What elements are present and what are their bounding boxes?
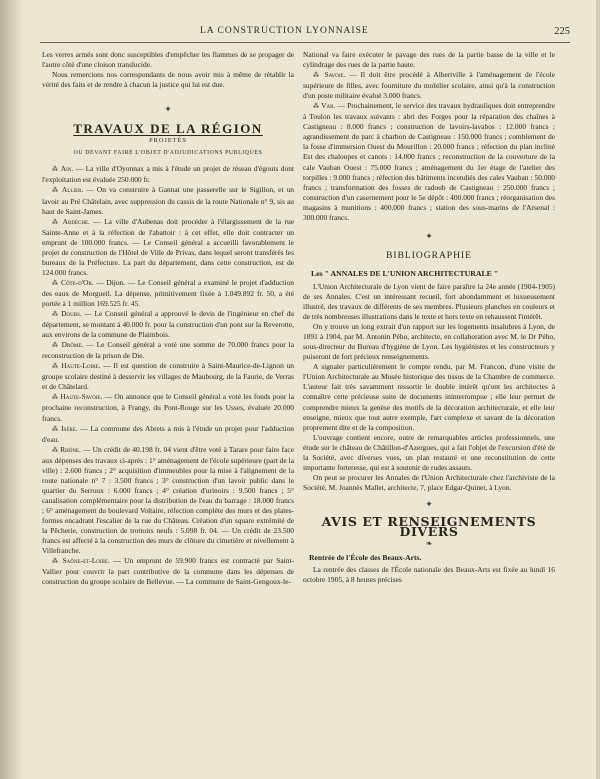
left-column bbox=[42, 50, 294, 772]
left-entries bbox=[42, 164, 294, 587]
entry bbox=[42, 361, 294, 392]
bibliography-heading: Les " ANNALES DE L'UNION ARCHITECTURALE " bbox=[311, 268, 499, 278]
page-header bbox=[40, 26, 570, 42]
bibliography-paragraph: On peut se procurer les Annales de l'Union Architecturale chez l'archiviste de la Société, M. Joannès Mallet, architecte, 7, place Edgar-Quinet, à Lyon. bbox=[303, 472, 555, 492]
entry-text: — Dijon. — Le Conseil général a examiné le projet d'adduction des eaux de Morgueil. La dépense, primitivement fixée à 1.049.892 fr. 50, a été portée à 1 million 169.525 fr. 45. bbox=[42, 277, 294, 308]
asterism-icon: ⁂ bbox=[52, 364, 62, 371]
running-title: LA CONSTRUCTION LYONNAISE bbox=[200, 26, 369, 36]
asterism-icon: ⁂ bbox=[52, 559, 63, 566]
entry-text: — Il doit être procédé à Albertville à l'aménagement de l'école supérieure de filles, avec fourniture du mobilier scolaire, ainsi qu'à la construction d'un poste militaire évalué 3.000 francs. bbox=[303, 70, 555, 101]
asterism-icon: ⁂ bbox=[52, 280, 61, 287]
entry-dept: Isère. bbox=[61, 423, 78, 433]
section-title: TRAVAUX DE LA RÉGION bbox=[73, 121, 263, 137]
entry bbox=[42, 445, 294, 557]
bibliography-paragraph: L'ouvrage contient encore, outre de remarquables articles professionnels, une étude sur le château de Châtillon-d'Azergues, qui a fait l'objet de l'excursion d'été de la Société, avec diverses vues, un plan restauré et une reconstitution de cette importante forteresse, qui est à soutenir de rudes assauts. bbox=[303, 432, 555, 472]
header-rule bbox=[40, 42, 570, 43]
bibliography-paragraph: L'Union Architecturale de Lyon vient de faire paraître la 24e année (1904-1905) de ses Annales. C'est un intéressant recueil, fort abondamment et luxueusement illustré, des travaux de différents de ses membres. Plusieurs planches en couleurs et de très nombreuses illustrations dans le texte et hors texte en rehaussent l'intérêt. bbox=[303, 281, 555, 322]
entry bbox=[42, 340, 294, 361]
ornament-divider: ✦ bbox=[164, 104, 172, 115]
entry-text: — Un emprunt de 59.900 francs est contracté par Saint-Vallier pour couvrir la part contributive de la commune dans les dépenses de construction du groupe scolaire de Bellevue. — La commune de Saint-Gengoux-le- bbox=[42, 556, 294, 587]
entry-dept: Haute-Loire. bbox=[61, 361, 101, 371]
entry-dept: Var. bbox=[321, 101, 336, 111]
entry-text: — Le Conseil général a approuvé le devis de l'ingénieur en chef du département, se montant à 40.000 fr. pour la construction d'un pont sur la Reverotte, aux environs de la commune de Plaimbois. bbox=[42, 309, 294, 340]
entry-text: — Un crédit de 40.198 fr. 04 vient d'être voté à Tarare pour faire face aux dépenses des travaux ci-après : 1° aménagement de l'école supérieure (part de la ville) : 2.600 francs ; 2° acquisition d'immeubles pour la mise à l'alignement de la route nationale n° 7 : 3.500 francs ; 3° construction d'un lavoir public dans le quartier du Serroux : 6.000 francs ; 4° création d'urinoirs : 9.500 francs ; 5° canalisation complémentaire pour la distribution de l'eau du barrage : 18.000 francs ; 6° aménagement du boulevard Voltaire, réfection complète des murs et des plates-formes encadrant l'escalier de la rue du Château. Création d'un square extrémité de la Pêcherie, construction de trottoirs neufs : 5.098 fr. 04. — Un crédit de 23.500 francs est affecté à la construction des murs de clôture du cimetière et nivellement à Villefranche. bbox=[42, 444, 294, 556]
bibliography-title: BIBLIOGRAPHIE bbox=[386, 250, 472, 261]
entry-text: — La ville d'Oyonnax a mis à l'étude un projet de réseau d'égouts dont l'exploitation est évaluée 250.000 fr. bbox=[42, 164, 294, 185]
entry-text: — La ville d'Aubenas doit procéder à l'élargissement de la rue Sainte-Anne et à la réfection de l'abattoir : à cet effet, elle doit contracter un emprunt de 100.000 francs. — Le Conseil général a accueilli favorablement le projet de construction de l'Hôtel de Ville de Privas, dans lequel seront transférés les bureaux de la Préfecture. La part du département, dans cette construction, est de 124.000 francs. bbox=[42, 216, 294, 277]
asterism-icon: ⁂ bbox=[313, 104, 322, 111]
entry bbox=[42, 556, 294, 587]
intro-paragraph: Les verres armés sont donc susceptibles d'empêcher les flammes de se propager de l'autre côté d'une cloison translucide. bbox=[42, 50, 294, 70]
asterism-icon: ⁂ bbox=[52, 219, 63, 226]
entry-dept: Côte-d'Or. bbox=[60, 277, 94, 287]
asterism-icon: ⁂ bbox=[313, 73, 325, 80]
entry-text: — On va construire à Gannat une passerelle sur le Sigillon, et un lavoir au Pré Châtelain, avec suppression du cassis de la route Nationale n° 9, sis au haut de Saint-James. bbox=[42, 185, 294, 216]
ornament-divider: ✦ bbox=[425, 498, 433, 509]
entry-dept: Drôme. bbox=[61, 340, 84, 350]
page-number: 225 bbox=[554, 26, 570, 37]
section-subtitle-2: OU DEVANT FAIRE L'OBJET D'ADJUDICATIONS PUBLIQUES bbox=[73, 150, 263, 157]
entry-dept: Savoie. bbox=[324, 70, 346, 80]
page-edge bbox=[596, 0, 600, 779]
entry-text: — Le Conseil général a voté une somme de 70.000 francs pour la reconstruction de la prison de Die. bbox=[42, 340, 294, 361]
news-heading: Rentrée de l'École des Beaux-Arts. bbox=[309, 553, 422, 563]
entry bbox=[42, 185, 294, 216]
entry-dept: Doubs. bbox=[61, 309, 82, 319]
ornament-divider: ✦ bbox=[425, 230, 433, 241]
entry bbox=[42, 164, 294, 185]
entry-text: — On annonce que le Conseil général a voté les fonds pour la prochaine reconstruction, à Frangy, du Pont-Rouge sur les Usses, évaluée 20.000 francs. bbox=[42, 392, 294, 423]
intro-paragraph: Nous remercions nos correspondants de nous avoir mis à même de rétablir la vérité des faits et de rendre à chacun la justice qui lui est due. bbox=[42, 70, 294, 90]
entry-dept: Allier. bbox=[61, 185, 84, 195]
entry-dept: Haute-Savoie. bbox=[60, 392, 103, 402]
entry-text: — La commune des Abrets a mis à l'étude un projet pour l'adduction d'eau. bbox=[42, 423, 294, 444]
asterism-icon: ⁂ bbox=[52, 447, 61, 454]
asterism-icon: ⁂ bbox=[52, 343, 62, 350]
entry-text: — Prochainement, le service des travaux hydrauliques doit entreprendre à Toulon les travaux suivants : abri des Forges pour la réparation des chaînes à Castigneau : 8.000 francs ; construction de lavoirs-lavabos : 12.000 francs ; agrandissement du parc à charbon de Castigneau : 150.000 francs ; comblement de la fosse d'immersion Ouest du Mourillon : 20.000 francs ; réfection du plan incliné Est des chaloupes et canots : 14.000 francs ; reconstruction de la couverture de la cale Vauban Ouest : 75.000 francs ; aménagement du 1er étage de l'atelier des torpilles : 9.000 francs ; réfection des bâtiments incendiés des cales Vauban : 50.000 francs ; transformation des fosses de radoub de Castigneau : 250.000 francs ; construction d'un casernement pour le 5e dépôt : 400.000 francs ; réorganisation des magasins à munitions : 400.000 francs ; station des sous-marins de l'Arsenal : 300.000 francs. bbox=[303, 101, 555, 222]
entry bbox=[42, 309, 294, 340]
entry bbox=[42, 217, 294, 278]
asterism-icon: ⁂ bbox=[52, 395, 61, 402]
asterism-icon: ⁂ bbox=[52, 167, 61, 174]
entry-dept: Ain. bbox=[60, 164, 74, 174]
bibliography-paragraph: A signaler particulièrement le compte rendu, par M. Francon, d'une visite de l'Union Architecturale au Musée historique des tissus de la Chambre de commerce. L'auteur fait très savamment ressortir le double intérêt qu'ont les architectes à connaître cette précieuse suite de documents ininterrompue ; elle leur permet de comprendre mieux la genèse des motifs de la décoration architecturale, et elle leur enseigne, mieux que tout autre exemple, l'art complexe et savant de la décoration proprement dite et de la composition. bbox=[303, 362, 555, 432]
fleuron-icon: ❧ bbox=[425, 539, 433, 549]
entry-text: — Il est question de construire à Saint-Maurice-de-Lignon un groupe scolaire destiné à desservir les villages de Maubourg, de la Faurie, de Verras et de Châtelard. bbox=[42, 361, 294, 392]
asterism-icon: ⁂ bbox=[52, 312, 62, 319]
bibliography-paragraph: On y trouve un long extrait d'un rapport sur les logements insalubres à Lyon, de 1891 à 1904, par M. Antonin Pého, architecte, en collaboration avec M. le Dr Pého, sous-directeur du Bureau d'hygiène de Lyon. Les hygiénistes et les constructeurs y puiseront de fort précieux renseignements. bbox=[303, 322, 555, 362]
avis-title: AVIS ET RENSEIGNEMENTS DIVERS bbox=[321, 513, 537, 540]
entry bbox=[303, 70, 555, 101]
right-column bbox=[303, 50, 555, 772]
entry bbox=[303, 101, 555, 223]
news-paragraph: La rentrée des classes de l'École nationale des Beaux-Arts est fixée au lundi 16 octobre 1905, à 8 heures précises bbox=[303, 565, 555, 585]
entry-dept: Ardèche. bbox=[62, 216, 90, 226]
asterism-icon: ⁂ bbox=[52, 188, 62, 195]
entry-dept: Saône-et-Loire. bbox=[62, 556, 110, 566]
entry-dept: Rhône. bbox=[60, 444, 81, 454]
section-subtitle: PROJETÉS bbox=[149, 137, 187, 145]
entry bbox=[42, 278, 294, 309]
continued-paragraph: National va faire exécuter le pavage des rues de la partie basse de la ville et le cylindrage des rues de la partie haute. bbox=[303, 50, 555, 70]
entry bbox=[42, 392, 294, 423]
entry bbox=[42, 424, 294, 445]
asterism-icon: ⁂ bbox=[52, 426, 62, 433]
